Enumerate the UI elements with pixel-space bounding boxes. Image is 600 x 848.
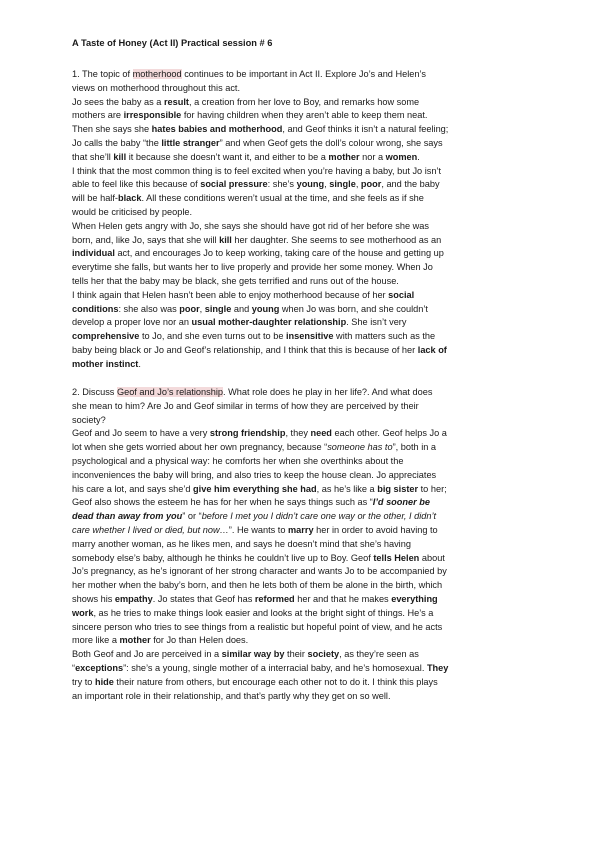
text-span: and [231,303,252,314]
bold-phrase: empathy [114,593,153,604]
text-span: for having children when they aren’t able to keep them neat. [181,110,428,121]
text-span: born, and, like Jo, says that she will [72,234,220,245]
bold-phrase: lack of [417,344,447,355]
bold-phrase: mother instinct [72,358,139,369]
text-span: act, and encourages Jo to keep working, taking care of the house and getting up [114,248,444,259]
text-span: I think that the most common thing is to feel excited when you’re having a baby, but Jo isn’t [72,165,442,176]
text-line [72,579,542,593]
text-line [72,469,542,483]
text-line [72,96,542,110]
bold-phrase: poor [179,303,200,314]
text-span: try to [72,676,95,687]
text-line [72,247,542,261]
text-line [72,483,542,497]
bold-phrase: strong friendship [209,428,286,439]
text-line [72,538,542,552]
text-span: , as they’re seen as [339,649,419,660]
bold-phrase: usual mother-daughter relationship [191,317,347,328]
text-span: his care a lot, and says she’d [72,483,194,494]
text-line [72,565,542,579]
text-span: develop a proper love nor an [72,317,192,328]
text-line [72,68,542,82]
text-span: , and the baby [381,179,440,190]
text-span: , [324,179,330,190]
bold-phrase: society [307,649,340,660]
text-line [72,607,542,621]
text-span: that she’ll [72,151,114,162]
text-span: Jo’s pregnancy, as he’s ignorant of her strong character and wants Jo to be accompanied by [72,566,447,577]
text-span: for Jo than Helen does. [150,635,249,646]
bold-phrase: result [163,96,189,107]
bold-phrase: marry [288,524,314,535]
text-line [72,552,542,566]
bold-phrase: social [388,289,415,300]
text-line [72,330,542,344]
text-line [72,524,542,538]
text-line [72,441,542,455]
bold-phrase: give him everything she had [193,483,317,494]
text-span: continues to be important in Act II. Explore Jo’s and Helen’s [181,69,426,79]
text-span: Jo sees the baby as a [72,96,164,107]
text-span: : she’s [267,179,297,190]
text-line [72,303,542,317]
text-span: lot when she gets worried about her own pregnancy, because “ [72,442,328,453]
bold-phrase: everything [391,593,438,604]
text-line [72,386,542,400]
bold-phrase: dead than away from you [72,511,183,522]
highlighted-phrase: motherhood [132,69,182,79]
bold-phrase: mother [119,635,151,646]
text-span: . [417,151,420,162]
text-line [72,220,542,234]
bold-phrase: black [117,193,142,204]
text-span: . What role does he play in her life?. And what does [223,387,433,397]
text-span: tells her that the baby may be black, she gets terrified and runs out of the house. [72,275,399,286]
bold-phrase: poor [360,179,382,190]
bold-phrase: individual [72,248,115,259]
bold-phrase: kill [219,234,232,245]
text-span: to Jo, and she even turns out to be [139,331,286,342]
text-span: , a creation from her love to Boy, and remarks how some [188,96,420,107]
text-span: : she also was [118,303,180,314]
text-line [72,455,542,469]
text-span: society? [72,414,106,425]
text-span: 1. The topic of [72,69,133,79]
text-span: sincere person who tries to see things from a realistic but hopeful point of view, and he acts [72,621,443,632]
bold-phrase: insensitive [286,331,334,342]
text-line [72,662,542,676]
text-span: she mean to him? Are Jo and Geof similar in terms of how they are perceived by their [72,400,419,411]
text-span: psychological and a physical way: he comforts her when she overthinks about the [72,455,404,466]
text-span: , [199,303,205,314]
bold-phrase: need [310,428,332,439]
text-span: shows his [72,593,115,604]
bold-phrase: I’d sooner be [372,497,430,508]
bold-phrase: work [72,607,94,618]
bold-phrase: reformed [254,593,295,604]
text-line [72,234,542,248]
text-line [72,123,542,137]
text-span: to her; [418,483,447,494]
text-span: ” or “ [182,511,202,522]
bold-phrase: big sister [377,483,419,494]
text-line [72,621,542,635]
text-line [72,427,542,441]
bold-phrase: similar way by [221,649,285,660]
text-line [72,676,542,690]
text-span: . Jo states that Geof has [152,593,255,604]
text-line [72,358,542,372]
text-line [72,261,542,275]
text-span: nor a [359,151,386,162]
text-line [72,690,542,704]
bold-phrase: single [329,179,356,190]
bold-phrase: tells Helen [373,552,420,563]
text-span: , as he tries to make things look easier and looks at the bright sight of things. He’s a [93,607,434,618]
text-span: ”, both in a [392,442,437,453]
bold-phrase: women [385,151,418,162]
text-span: , as he’s like a [316,483,378,494]
text-line [72,316,542,330]
bold-phrase: hide [94,676,114,687]
text-span: her daughter. She seems to see motherhood as an [231,234,442,245]
text-span: her in order to avoid having to [313,524,438,535]
bold-phrase: young [251,303,280,314]
text-span: “ [72,662,76,673]
text-line [72,275,542,289]
text-span: ” and when Geof gets the doll’s colour wrong, she says [219,137,443,148]
text-line [72,400,542,414]
text-span: baby being black or Jo and Geof’s relationship, and I think that this is because of her [72,344,418,355]
text-span: mothers are [72,110,124,121]
text-line [72,414,542,428]
text-span: their nature from others, but encourage each other not to do it. I think this plays [113,676,438,687]
bold-phrase: conditions [72,303,119,314]
text-span: 2. Discuss [72,387,117,397]
text-span: somebody else’s baby, although he thinks he couldn’t live up to Boy. Geof [72,552,374,563]
bold-phrase: exceptions [75,662,124,673]
bold-phrase: irresponsible [123,110,182,121]
text-span: . All these conditions weren’t usual at the time, and she feels as if she [141,193,424,204]
text-span: Both Geof and Jo are perceived in a [72,649,222,660]
text-span: about [419,552,445,563]
text-span: when Jo was born, and she couldn’t [279,303,428,314]
text-span: Geof and Jo seem to have a very [72,428,210,439]
text-span: ”. He wants to [228,524,289,535]
text-line [72,178,542,192]
text-span: . She isn’t very [346,317,407,328]
text-line [72,206,542,220]
text-span: ”: she’s a young, single mother of a interracial baby, and he’s homosexual. [123,662,427,673]
text-line [72,634,542,648]
text-span: her and that he makes [294,593,392,604]
text-line [72,151,542,165]
text-span: , [355,179,361,190]
bold-phrase: hates babies and motherhood [151,124,283,135]
text-line [72,344,542,358]
text-span: Jo calls the baby “the [72,137,162,148]
text-span: will be half- [72,193,118,204]
highlighted-phrase: Geof and Jo’s relationship [116,387,224,397]
text-span: each other. Geof helps Jo a [331,428,447,439]
text-span: their [284,649,308,660]
section-2-geof-jo-relationship [72,386,542,703]
bold-phrase: comprehensive [72,331,140,342]
quote-phrase: before I met you I didn’t care one way or the other, I didn’t [201,511,437,522]
text-line [72,289,542,303]
text-span: an important role in their relationship, and that’s partly why they get on so well. [72,690,391,701]
text-line [72,192,542,206]
text-span: inconveniences the baby will bring, and also tries to keep the house clean. Jo appreciates [72,469,437,480]
bold-phrase: social pressure [200,179,268,190]
bold-phrase: They [426,662,449,673]
text-span: able to feel like this because of [72,179,201,190]
text-span: , they [285,428,311,439]
text-span: views on motherhood throughout this act. [72,82,241,93]
text-line [72,165,542,179]
text-span: it because she doesn’t want it, and either to be a [126,151,329,162]
text-span: I think again that Helen hasn’t been able to enjoy motherhood because of her [72,289,389,300]
text-span: everytime she falls, but wants her to live properly and provide her some money. When Jo [72,262,433,273]
section-1-motherhood [72,68,542,372]
bold-phrase: mother [328,151,360,162]
text-span: with matters such as the [333,331,436,342]
text-span: Geof also shows the esteem he has for her when he says things such as “ [72,497,373,508]
text-span: her mother when the baby’s born, and then he lets both of them be alone in the birth, which [72,580,443,591]
bold-phrase: single [204,303,232,314]
text-line [72,496,542,510]
text-line [72,648,542,662]
bold-phrase: young [296,179,325,190]
text-span: would be criticised by people. [72,206,193,217]
text-span: , and Geof thinks it isn’t a natural feeling; [282,124,449,135]
bold-phrase: little stranger [161,137,220,148]
quote-phrase: care whether I lived or died, but now… [72,524,229,535]
text-line [72,109,542,123]
text-span: Then she says she [72,124,152,135]
text-span: When Helen gets angry with Jo, she says she should have got rid of her before she was [72,220,429,231]
document-title: A Taste of Honey (Act II) Practical session # 6 [72,38,273,48]
text-span: more like a [72,635,120,646]
text-line [72,593,542,607]
text-line [72,510,542,524]
text-line [72,137,542,151]
bold-phrase: kill [113,151,127,162]
quote-phrase: someone has to [327,442,393,453]
text-line [72,82,542,96]
text-span: marry another woman, as he likes men, and says he doesn’t mind that she’s having [72,538,411,549]
text-span: . [138,358,141,369]
